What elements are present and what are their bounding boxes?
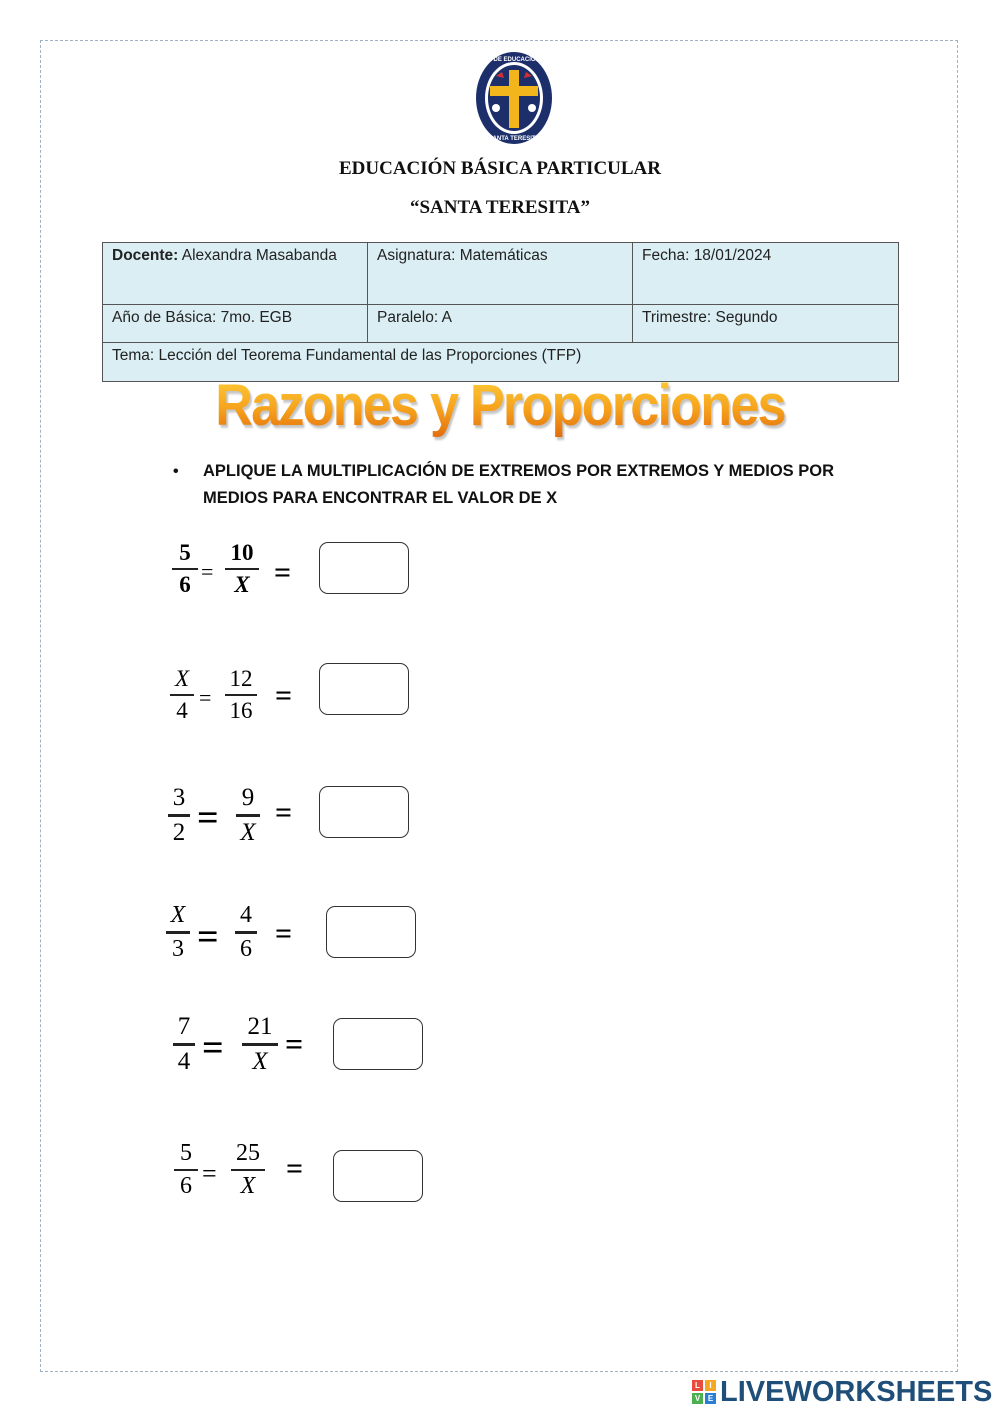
numerator: 21 <box>247 1013 273 1040</box>
denominator: 4 <box>176 697 188 723</box>
equals-sign: = <box>197 916 219 958</box>
equals-sign: = <box>275 796 293 829</box>
fraction-left <box>166 902 190 963</box>
equals-sign: = <box>275 679 293 712</box>
denominator: 6 <box>180 1172 192 1199</box>
fraction-left <box>168 784 190 847</box>
denominator: X <box>234 572 250 597</box>
equals-sign: = <box>202 1027 224 1069</box>
anio-cell: Año de Básica: 7mo. EGB <box>103 305 368 343</box>
docente-value: Alexandra Masabanda <box>178 247 337 264</box>
answer-box[interactable] <box>333 1150 423 1202</box>
trimestre-cell: Trimestre: Segundo <box>633 305 899 343</box>
answer-box[interactable] <box>326 906 416 958</box>
denominator: 16 <box>229 697 253 723</box>
fraction-left <box>174 1140 198 1200</box>
fraction-right <box>225 540 259 598</box>
tema-cell: Tema: Lección del Teorema Fundamental de las Proporciones (TFP) <box>103 343 899 382</box>
svg-text:"SANTA TERESITA": "SANTA TERESITA" <box>485 136 543 142</box>
denominator: X <box>240 1172 256 1199</box>
fraction-left <box>170 666 194 724</box>
equals-sign: = <box>285 1026 304 1062</box>
school-crest-logo <box>463 50 565 146</box>
answer-box[interactable] <box>319 786 409 838</box>
equals-sign: = <box>274 556 292 589</box>
denominator: 4 <box>177 1048 191 1075</box>
denominator: X <box>240 819 256 846</box>
liveworksheets-brand-text: LIVEWORKSHEETS <box>720 1375 993 1408</box>
numerator: 4 <box>240 902 252 928</box>
answer-box[interactable] <box>319 542 409 594</box>
denominator: X <box>252 1048 268 1075</box>
bullet-icon: • <box>173 463 179 480</box>
liveworksheets-icon: L I V E <box>692 1380 716 1404</box>
numerator: 5 <box>179 540 191 565</box>
denominator: 2 <box>172 819 186 846</box>
school-type-heading: EDUCACIÓN BÁSICA PARTICULAR <box>338 158 662 179</box>
fraction-left <box>172 540 198 598</box>
paralelo-cell: Paralelo: A <box>368 305 633 343</box>
fraction-left <box>173 1013 195 1076</box>
denominator: 6 <box>179 572 191 597</box>
numerator: 3 <box>172 784 186 811</box>
liveworksheets-logo[interactable] <box>692 1376 992 1408</box>
instruction-text: APLIQUE LA MULTIPLICACIÓN DE EXTREMOS POR EXTREMOS Y MEDIOS POR MEDIOS PARA ENCONTRAR EL VALOR DE X <box>203 462 835 507</box>
info-table <box>102 242 899 382</box>
numerator: 25 <box>236 1140 260 1166</box>
denominator: 6 <box>240 936 252 962</box>
numerator: X <box>170 902 186 928</box>
numerator: 7 <box>177 1013 191 1040</box>
equals-sign: = <box>201 559 214 584</box>
numerator: 10 <box>230 540 254 565</box>
school-name-heading: “SANTA TERESITA” <box>409 197 591 218</box>
equals-sign: = <box>202 1159 217 1188</box>
instruction <box>173 458 873 512</box>
equals-sign: = <box>197 797 219 839</box>
fraction-right <box>242 1013 278 1076</box>
numerator: 5 <box>180 1140 192 1166</box>
numerator: 9 <box>241 784 255 811</box>
equals-sign: = <box>275 917 293 950</box>
asignatura-cell: Asignatura: Matemáticas <box>368 243 633 305</box>
numerator: X <box>174 666 190 691</box>
fecha-cell: Fecha: 18/01/2024 <box>633 243 899 305</box>
worksheet-title: Razones y Proporciones <box>50 372 950 439</box>
answer-box[interactable] <box>319 663 409 715</box>
docente-label: Docente: <box>112 247 179 264</box>
fraction-right <box>231 1140 265 1200</box>
equals-sign: = <box>199 685 212 710</box>
answer-box[interactable] <box>333 1018 423 1070</box>
denominator: 3 <box>172 936 184 962</box>
fraction-right <box>225 666 257 724</box>
fraction-right <box>235 902 257 963</box>
docente-cell <box>103 243 368 305</box>
fraction-right <box>236 784 260 847</box>
svg-text:ESCUELA DE EDUCACIÓN BÁSICA: ESCUELA DE EDUCACIÓN BÁSICA <box>463 57 565 63</box>
equals-sign: = <box>286 1152 304 1185</box>
numerator: 12 <box>229 666 253 691</box>
